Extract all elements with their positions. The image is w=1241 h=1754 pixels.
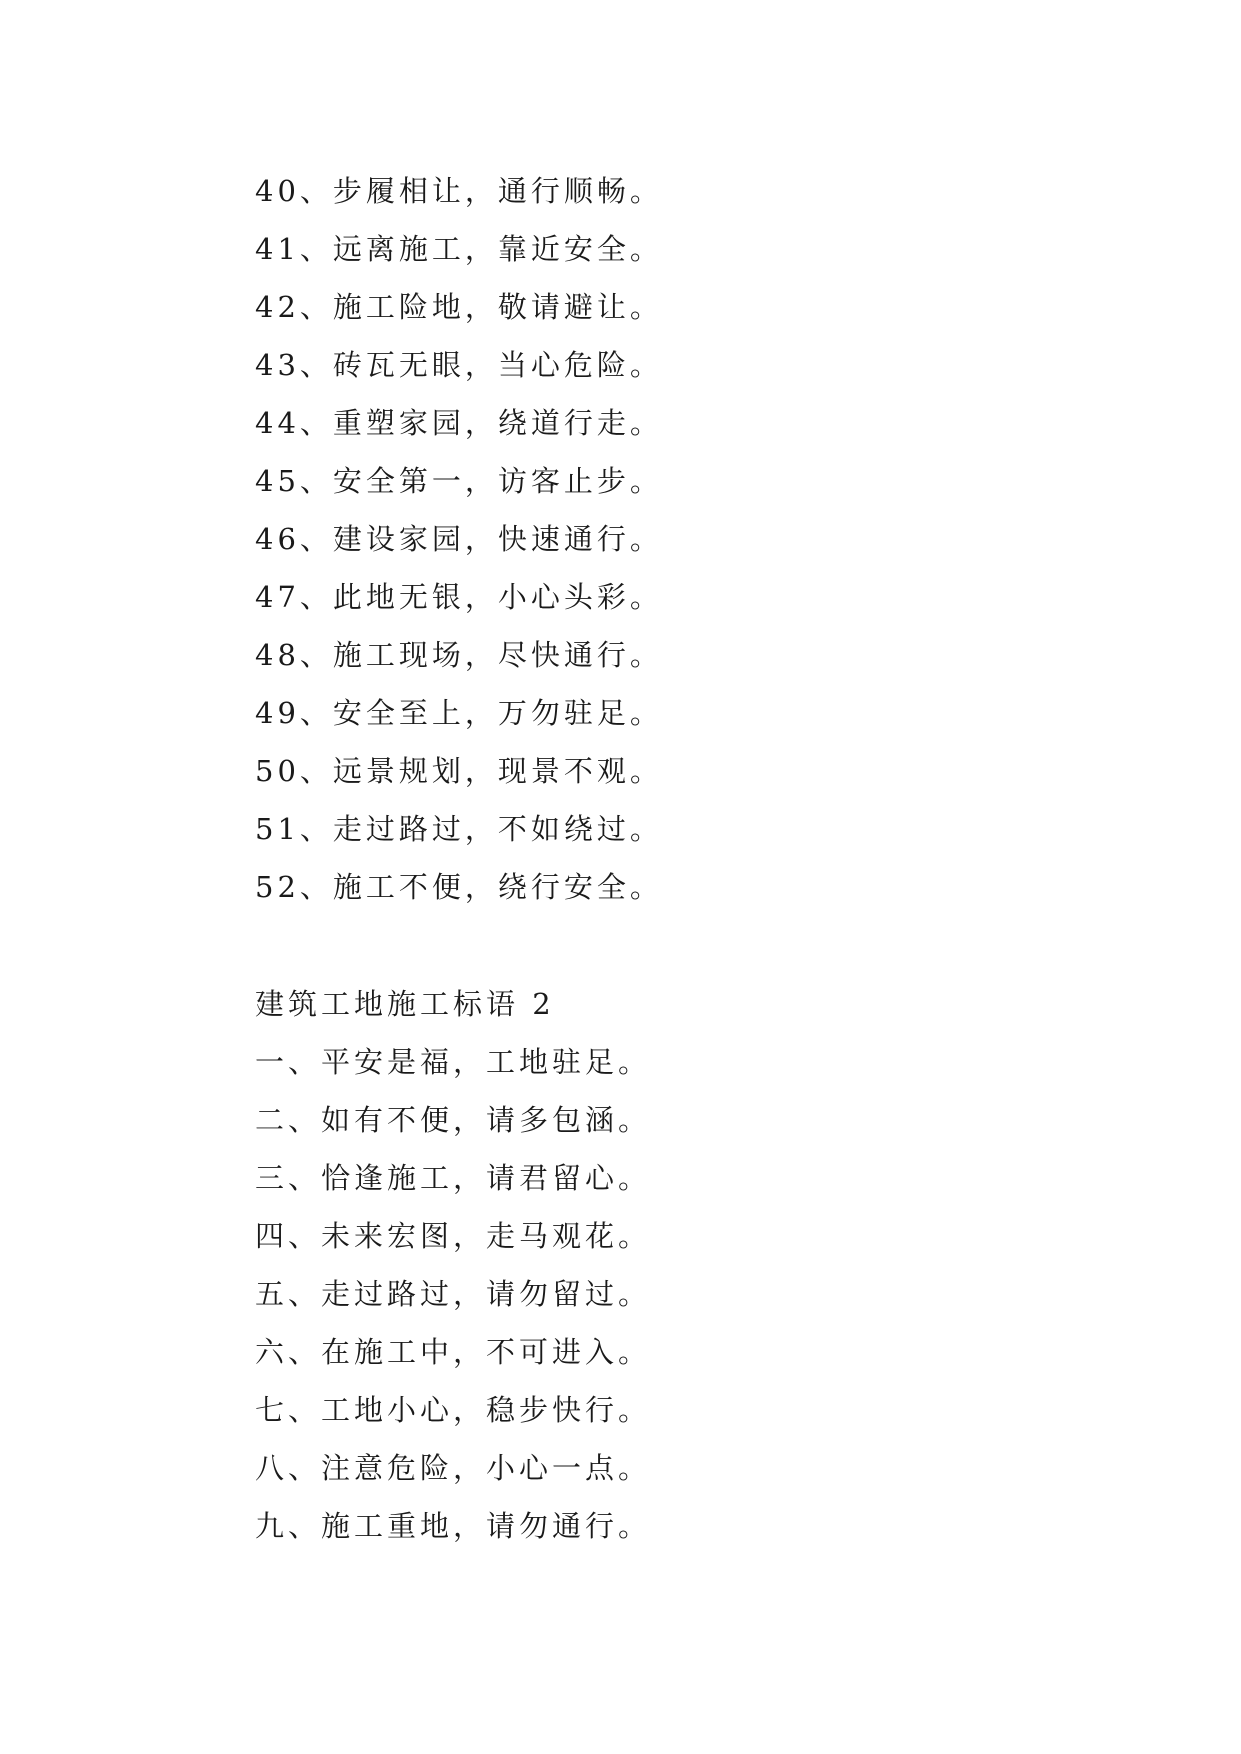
slogan-line: 46、建设家园，快速通行。 [255,522,663,556]
slogan-line: 六、在施工中，不可进入。 [255,1335,652,1369]
slogan-line: 50、远景规划，现景不观。 [255,754,663,788]
slogan-list-2 [255,975,1055,1555]
slogan-line: 七、工地小心，稳步快行。 [255,1393,652,1427]
slogan-line: 九、施工重地，请勿通行。 [255,1509,652,1543]
slogan-line: 44、重塑家园，绕道行走。 [255,406,663,440]
slogan-line: 47、此地无银，小心头彩。 [255,580,663,614]
slogan-line: 40、步履相让，通行顺畅。 [255,174,663,208]
slogan-line: 43、砖瓦无眼，当心危险。 [255,348,663,382]
slogan-line: 三、恰逢施工，请君留心。 [255,1161,652,1195]
slogan-line: 45、安全第一，访客止步。 [255,464,663,498]
slogan-list-1 [255,162,1055,916]
slogan-line: 42、施工险地，敬请避让。 [255,290,663,324]
section-heading: 建筑工地施工标语 2 [255,987,555,1021]
slogan-line: 49、安全至上，万勿驻足。 [255,696,663,730]
slogan-line: 四、未来宏图，走马观花。 [255,1219,652,1253]
slogan-line: 41、远离施工，靠近安全。 [255,232,663,266]
slogan-line: 52、施工不便，绕行安全。 [255,870,663,904]
slogan-line: 五、走过路过，请勿留过。 [255,1277,652,1311]
slogan-line: 八、注意危险，小心一点。 [255,1451,652,1485]
slogan-line: 51、走过路过，不如绕过。 [255,812,663,846]
slogan-line: 48、施工现场，尽快通行。 [255,638,663,672]
slogan-line: 一、平安是福，工地驻足。 [255,1045,652,1079]
slogan-line: 二、如有不便，请多包涵。 [255,1103,652,1137]
